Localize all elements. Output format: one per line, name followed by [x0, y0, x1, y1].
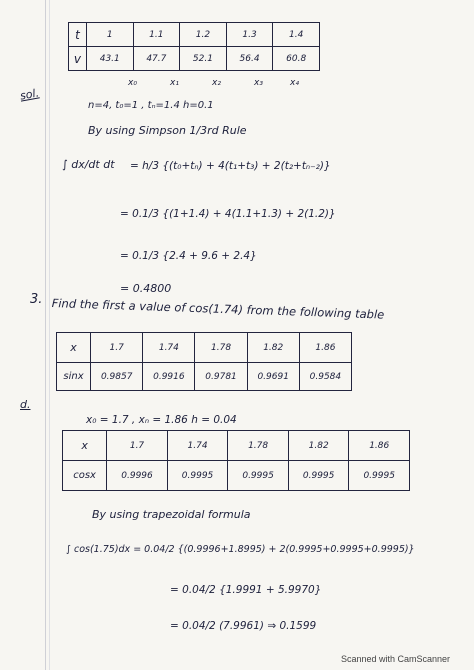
question-text: Find the first a value of cos(1.74) from the following table	[51, 296, 385, 322]
table-cell: 1.86	[299, 333, 351, 363]
subscript-x1: x₁	[170, 78, 179, 88]
subscript-x2: x₂	[212, 78, 221, 88]
table-cell: 1.7	[91, 333, 143, 363]
table-cell: 43.1	[86, 47, 133, 71]
table-cell: v	[69, 47, 87, 71]
table-cell: 1.3	[226, 23, 273, 47]
table-cell: 0.9916	[143, 363, 195, 391]
given-values-2: x₀ = 1.7 , xₙ = 1.86 h = 0.04	[86, 414, 237, 426]
margin-line	[45, 0, 46, 670]
method-trapezoidal: By using trapezoidal formula	[92, 508, 251, 521]
table-cell: 1.74	[143, 333, 195, 363]
table-cell: 60.8	[273, 47, 320, 71]
table-cell: 1	[86, 23, 133, 47]
subscript-x4: x₄	[290, 78, 299, 88]
table-cell: 0.9995	[228, 461, 289, 491]
table-cell: cosx	[63, 461, 107, 491]
method-simpson: By using Simpson 1/3rd Rule	[88, 124, 247, 137]
given-values: n=4, t₀=1 , tₙ=1.4 h=0.1	[88, 100, 214, 111]
table-cell: 1.4	[273, 23, 320, 47]
table-cell: 1.78	[195, 333, 247, 363]
solution-result: = 0.4800	[120, 282, 172, 295]
table-cell: 1.78	[228, 431, 289, 461]
trap-line-1: ∫ cos(1.75)dx = 0.04/2 {(0.9996+1.8995) + 2(0.9995+0.9995+0.9995)}	[66, 544, 415, 555]
table-cell: 0.9995	[349, 461, 410, 491]
table-cell: 1.86	[349, 431, 410, 461]
table-cell: 1.82	[288, 431, 349, 461]
table-cell: 0.9995	[288, 461, 349, 491]
table-cell: 0.9857	[91, 363, 143, 391]
margin-line-inner	[49, 0, 50, 670]
table-cell: 0.9584	[299, 363, 351, 391]
subscript-x0: x₀	[128, 78, 137, 88]
table-row	[57, 333, 352, 363]
table-row	[63, 431, 410, 461]
table-cell: t	[69, 23, 87, 47]
table-cell: 1.7	[107, 431, 168, 461]
table-row	[57, 363, 352, 391]
solution-line-3: = 0.1/3 {2.4 + 9.6 + 2.4}	[120, 250, 257, 262]
table-cell: 1.1	[133, 23, 180, 47]
subscript-x3: x₃	[254, 78, 263, 88]
table-x-sinx	[56, 332, 352, 391]
question-number: 3.	[30, 292, 43, 307]
trap-line-2: = 0.04/2 {1.9991 + 5.9970}	[170, 584, 322, 596]
sol-label: sol.	[19, 86, 40, 103]
integral-rhs: = h/3 {(t₀+tₙ) + 4(t₁+t₃) + 2(t₂+tₙ₋₂)}	[130, 160, 331, 172]
sol-label-2: d.	[20, 398, 31, 411]
table-cell: 0.9996	[107, 461, 168, 491]
table-cell: x	[57, 333, 91, 363]
integral-lhs: ∫ dx/dt dt	[62, 158, 115, 171]
table-cell: 0.9995	[167, 461, 228, 491]
scanner-watermark: Scanned with CamScanner	[340, 654, 450, 664]
table-row	[69, 23, 320, 47]
table-cell: 1.82	[247, 333, 299, 363]
table-row	[69, 47, 320, 71]
table-cell: 0.9781	[195, 363, 247, 391]
solution-line-2: = 0.1/3 {(1+1.4) + 4(1.1+1.3) + 2(1.2)}	[120, 208, 336, 220]
table-t-v	[68, 22, 320, 71]
table-cell: 0.9691	[247, 363, 299, 391]
table-cell: 52.1	[180, 47, 227, 71]
table-row	[63, 461, 410, 491]
table-cell: 47.7	[133, 47, 180, 71]
table-cell: 56.4	[226, 47, 273, 71]
table-cell: sinx	[57, 363, 91, 391]
trap-line-3: = 0.04/2 (7.9961) ⇒ 0.1599	[170, 620, 317, 632]
table-cell: 1.2	[180, 23, 227, 47]
table-x-cosx	[62, 430, 410, 491]
table-cell: 1.74	[167, 431, 228, 461]
table-cell: x	[63, 431, 107, 461]
